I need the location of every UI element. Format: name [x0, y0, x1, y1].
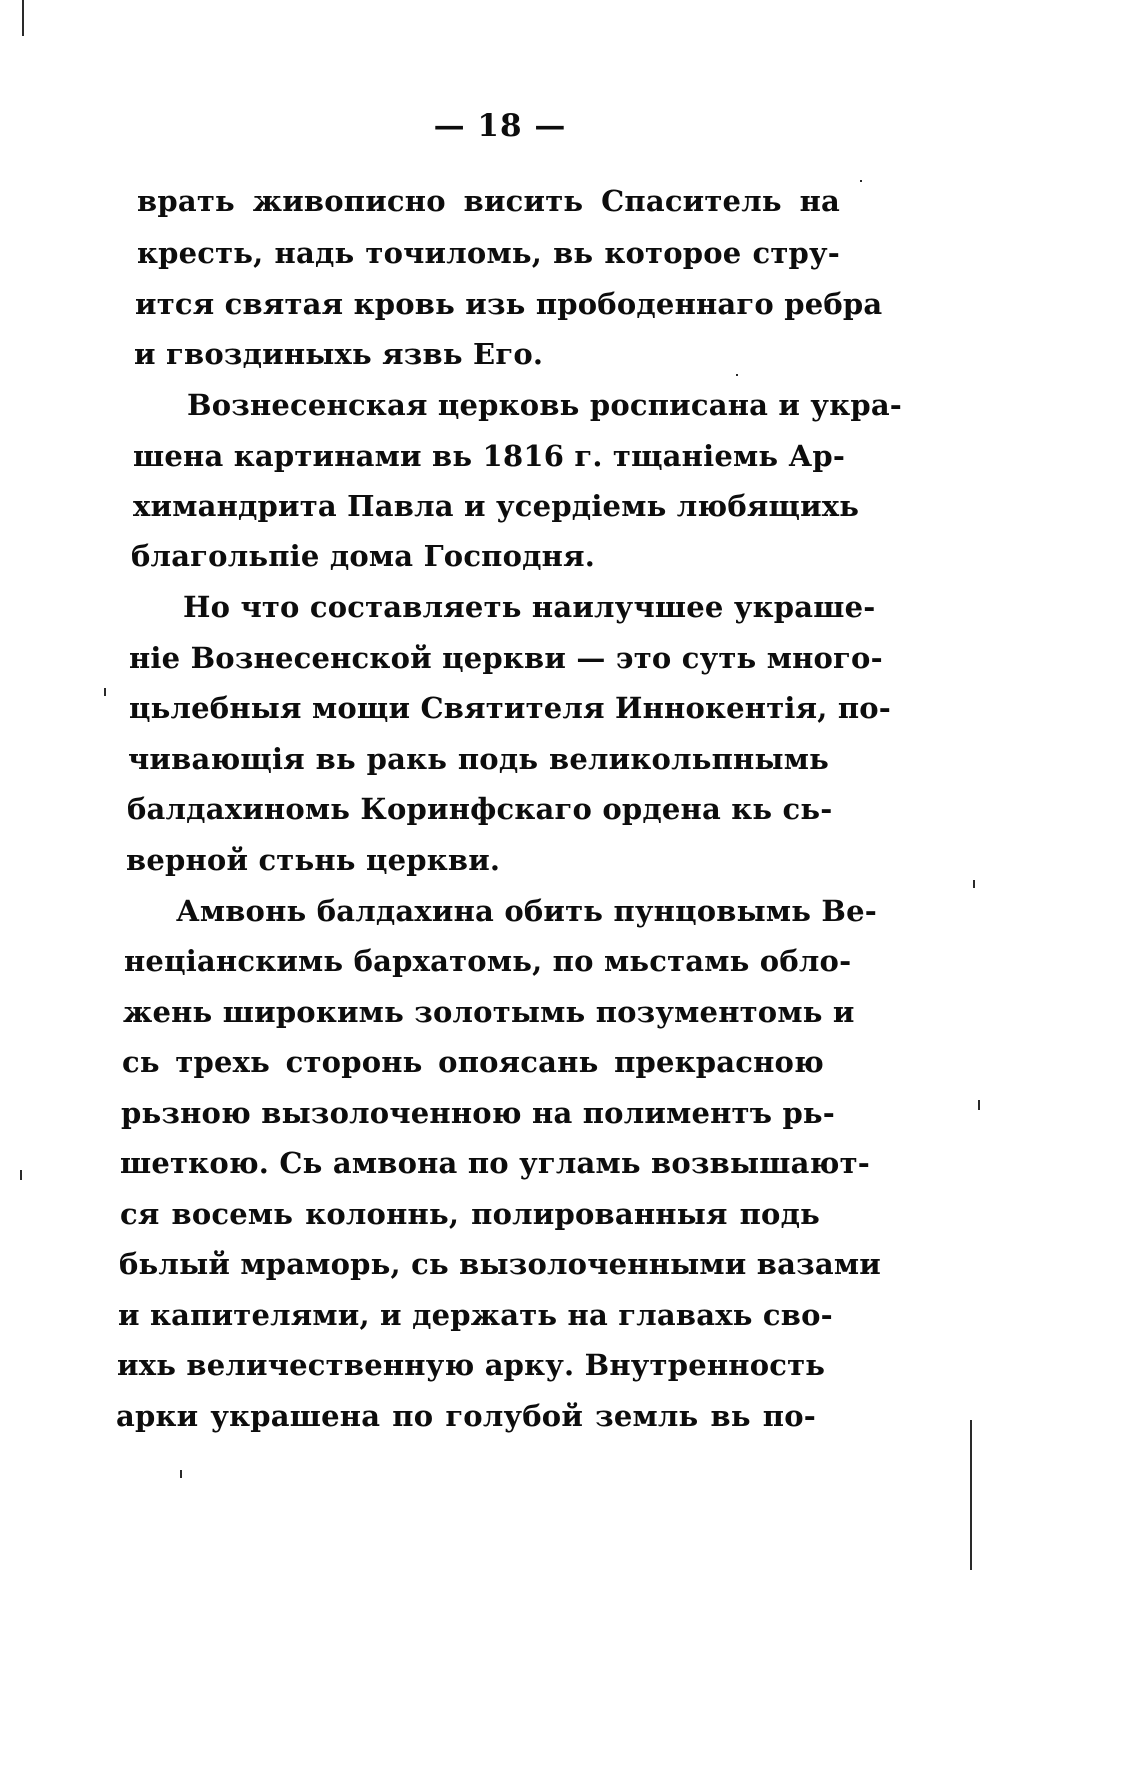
- text-line-19: рьзною вызолоченною на полиментъ рь-: [121, 1096, 836, 1130]
- text-line-21: ся восемь колоннь, полированныя подь: [120, 1197, 820, 1231]
- text-line-16: неціанскимь бархатомь, по мьстамь обло-: [124, 944, 852, 978]
- text-line-4: и гвоздиныхь язвь Его.: [134, 337, 544, 371]
- text-line-7: химандрита Павла и усердіемь любящихь: [133, 489, 860, 523]
- text-line-13: балдахиномь Коринфскаго ордена кь сь-: [127, 792, 833, 826]
- scan-speck: [20, 1170, 22, 1180]
- text-line-18: сь трехь сторонь опоясань прекрасною: [122, 1045, 824, 1079]
- text-line-3: ится святая кровь изь прободеннаго ребра: [135, 287, 883, 321]
- text-line-8: благольпіе дома Господня.: [131, 539, 596, 573]
- text-line-15: Амвонь балдахина обить пунцовымь Ве-: [176, 894, 878, 928]
- scan-speck: [860, 180, 862, 182]
- text-line-20: шеткою. Сь амвона по угламь возвышают-: [120, 1146, 870, 1180]
- scan-edge-mark: [970, 1420, 972, 1570]
- text-line-12: чивающія вь ракь подь великольпнымь: [128, 742, 829, 776]
- text-line-14: верной стьнь церкви.: [126, 843, 501, 877]
- text-line-9: Но что составляеть наилучшее украше-: [183, 590, 876, 624]
- text-line-23: и капителями, и держать на главахь сво-: [118, 1298, 833, 1332]
- text-line-5: Вознесенская церковь росписана и укра-: [187, 388, 903, 422]
- text-line-1: врать живописно висить Спаситель на: [137, 184, 840, 218]
- text-line-10: ніе Вознесенской церкви — это суть много-: [129, 641, 883, 675]
- text-line-24: ихь величественную арку. Внутренность: [117, 1348, 826, 1382]
- scan-speck: [104, 688, 106, 696]
- text-line-2: кресть, надь точиломь, вь которое стру-: [137, 236, 840, 270]
- text-line-17: жень широкимь золотымь позументомь и: [123, 995, 855, 1029]
- page-number: — 18 —: [433, 108, 567, 144]
- text-line-6: шена картинами вь 1816 г. тщаніемь Ар-: [133, 439, 846, 473]
- scan-speck: [973, 880, 975, 888]
- scan-speck: [180, 1470, 182, 1478]
- text-line-11: цьлебныя мощи Святителя Иннокентія, по-: [129, 691, 892, 725]
- scan-speck: [978, 1100, 980, 1110]
- scan-edge-mark: [22, 0, 24, 36]
- text-line-22: бьлый мраморь, сь вызолоченными вазами: [119, 1247, 881, 1281]
- scan-speck: [736, 374, 738, 376]
- text-line-25: арки украшена по голубой земль вь по-: [116, 1399, 816, 1433]
